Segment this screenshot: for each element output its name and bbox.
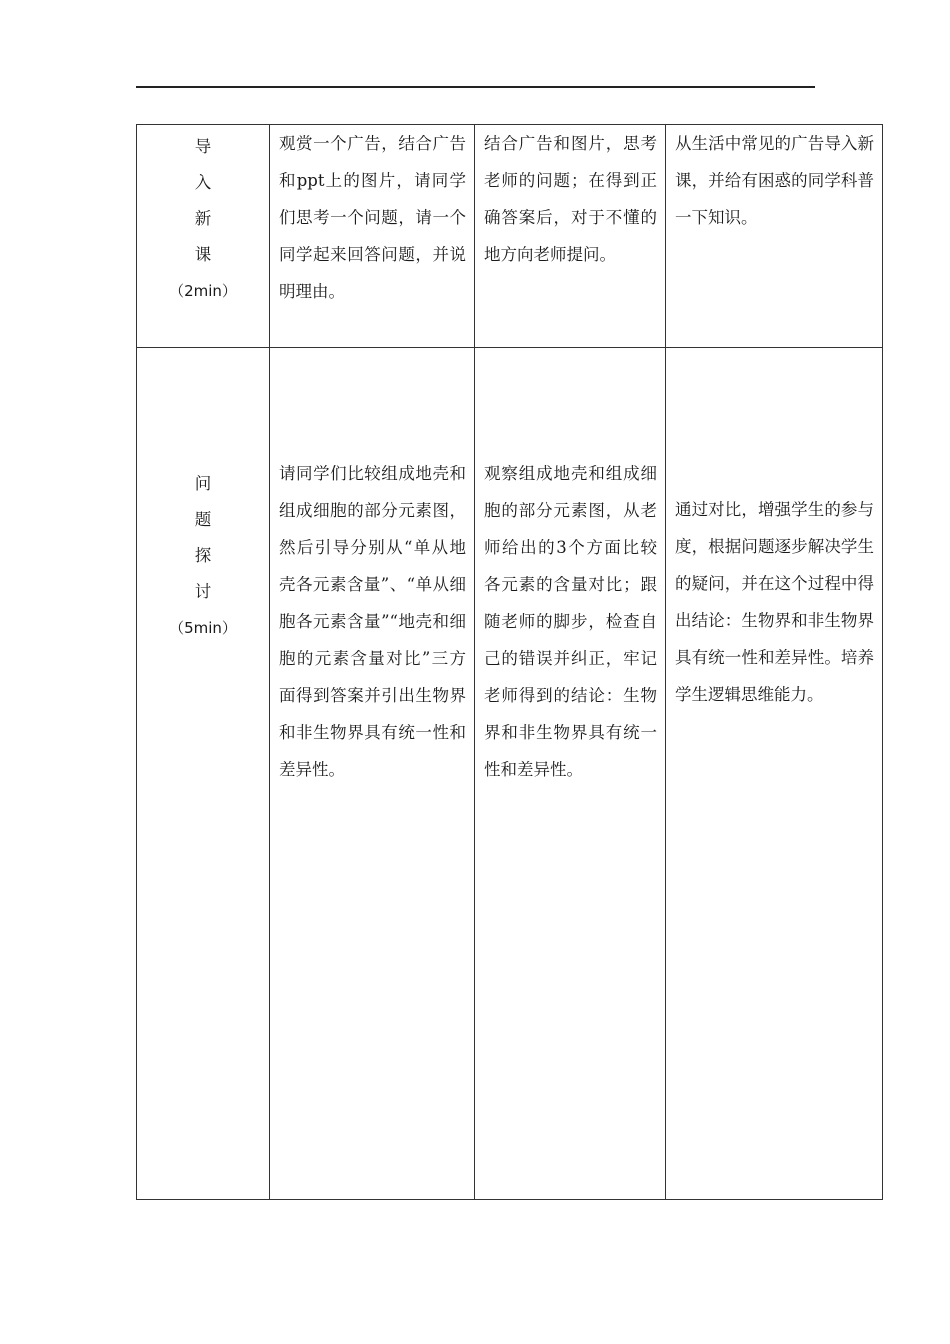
stage-time: （5min）: [169, 619, 237, 637]
stage-char: 课: [194, 245, 212, 264]
stage-char: 讨: [194, 582, 212, 601]
header-rule: [136, 86, 815, 88]
design-purpose-text: 从生活中常见的广告导入新课，并给有困惑的同学科普一下知识。: [675, 134, 874, 227]
teacher-activity-text: 观赏一个广告，结合广告和ppt上的图片，请同学们思考一个问题，请一个同学起来回答问题，并说明理由。: [279, 134, 466, 301]
stage-label: [137, 466, 269, 646]
lesson-plan-table: [136, 124, 883, 1200]
stage-char: 新: [194, 209, 212, 228]
stage-char: 题: [194, 510, 212, 529]
stage-char: 入: [194, 173, 212, 192]
teacher-activity-text: 请同学们比较组成地壳和组成细胞的部分元素图，然后引导分别从“单从地壳各元素含量”、“单从细胞各元素含量”“地壳和细胞的元素含量对比”三方面得到答案并引出生物界和非生物界具有统一性和差异性。: [279, 464, 466, 779]
stage-time: （2min）: [169, 282, 237, 300]
stage-char: 导: [194, 137, 212, 156]
design-purpose-cell: [666, 348, 883, 1200]
student-activity-text: 结合广告和图片，思考老师的问题；在得到正确答案后，对于不懂的地方向老师提问。: [484, 134, 657, 264]
table-row: [137, 125, 883, 348]
teacher-activity-cell: [270, 125, 475, 348]
teacher-activity-cell: [270, 348, 475, 1200]
student-activity-cell: [475, 125, 666, 348]
student-activity-text: 观察组成地壳和组成细胞的部分元素图，从老师给出的3个方面比较各元素的含量对比；跟随老师的脚步，检查自己的错误并纠正，牢记老师得到的结论：生物界和非生物界具有统一性和差异性。: [484, 464, 657, 779]
student-activity-cell: [475, 348, 666, 1200]
design-purpose-text: 通过对比，增强学生的参与度，根据问题逐步解决学生的疑问，并在这个过程中得出结论：生物界和非生物界具有统一性和差异性。培养学生逻辑思维能力。: [675, 500, 874, 704]
stage-char: 问: [194, 474, 212, 493]
table-row: [137, 348, 883, 1200]
stage-cell: [137, 348, 270, 1200]
design-purpose-cell: [666, 125, 883, 348]
stage-char: 探: [194, 546, 212, 565]
stage-cell: [137, 125, 270, 348]
stage-label: [137, 129, 269, 309]
